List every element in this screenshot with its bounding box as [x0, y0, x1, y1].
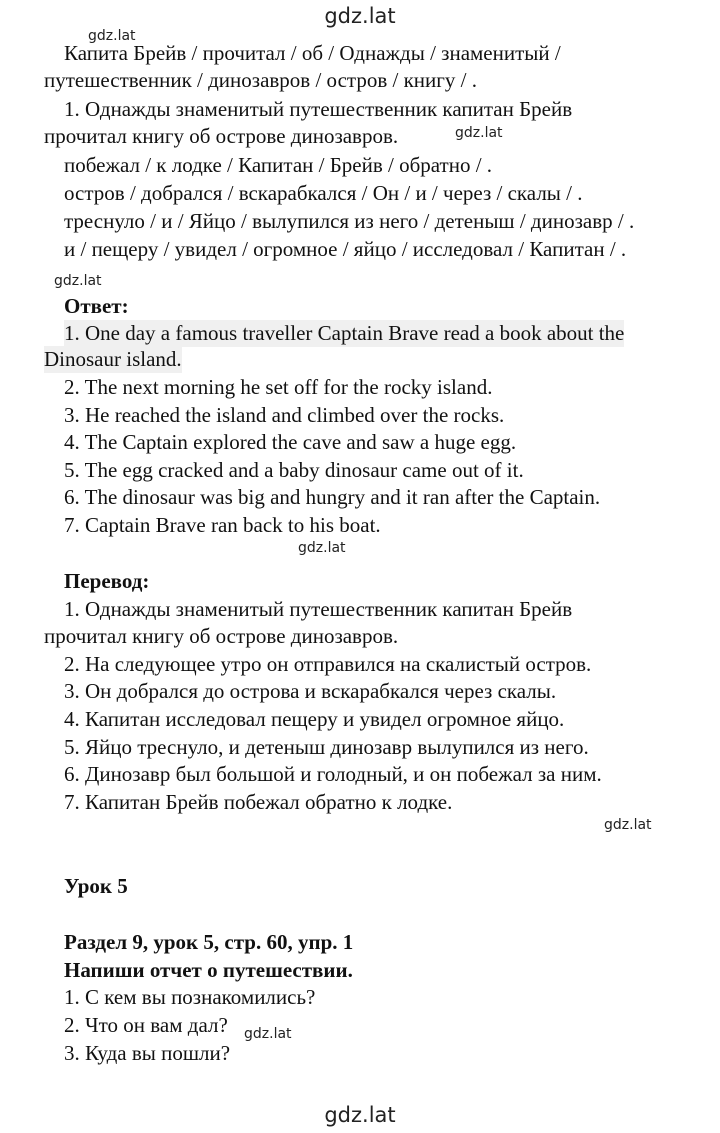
- scrambled-sentence-line: Капита Брейв / прочитал / об / Однажды / знаменитый /: [64, 41, 561, 65]
- translation-line: прочитал книгу об острове динозавров.: [44, 624, 399, 648]
- answer-line: 4. The Captain explored the cave and saw a huge egg.: [64, 430, 517, 454]
- scrambled-sentence-line: побежал / к лодке / Капитан / Брейв / обратно / .: [64, 153, 493, 177]
- scrambled-sentence-line: и / пещеру / увидел / огромное / яйцо / исследовал / Капитан / .: [64, 237, 627, 261]
- answer-line: 3. He reached the island and climbed over the rocks.: [64, 403, 505, 427]
- watermark: gdz.lat: [298, 540, 346, 556]
- answer-line: 1. One day a famous traveller Captain Brave read a book about the: [64, 321, 625, 345]
- translation-heading: Перевод:: [64, 569, 150, 593]
- translation-line: 5. Яйцо треснуло, и детеныш динозавр вылупился из него.: [64, 735, 589, 759]
- lesson-title: Урок 5: [64, 874, 128, 898]
- translation-line: 4. Капитан исследовал пещеру и увидел огромное яйцо.: [64, 707, 565, 731]
- question-line: 2. Что он вам дал?: [64, 1013, 228, 1037]
- translation-line: 1. Однажды знаменитый путешественник капитан Брейв: [64, 597, 573, 621]
- exercise-instruction: Напиши отчет о путешествии.: [64, 958, 353, 982]
- scrambled-sentence-line: остров / добрался / вскарабкался / Он / и / через / скалы / .: [64, 181, 583, 205]
- translation-line: 7. Капитан Брейв побежал обратно к лодке.: [64, 790, 453, 814]
- translation-line: 2. На следующее утро он отправился на скалистый остров.: [64, 652, 592, 676]
- sentence-line: прочитал книгу об острове динозавров.: [44, 124, 399, 148]
- watermark: gdz.lat: [455, 125, 503, 141]
- answer-line: 7. Captain Brave ran back to his boat.: [64, 513, 381, 537]
- answer-line: Dinosaur island.: [44, 347, 182, 371]
- watermark: gdz.lat: [88, 28, 136, 44]
- question-line: 1. С кем вы познакомились?: [64, 985, 316, 1009]
- answer-line: 5. The egg cracked and a baby dinosaur came out of it.: [64, 458, 524, 482]
- answer-line: 2. The next morning he set off for the rocky island.: [64, 375, 493, 399]
- watermark: gdz.lat: [324, 1103, 396, 1127]
- answer-line: 6. The dinosaur was big and hungry and it ran after the Captain.: [64, 485, 601, 509]
- translation-line: 3. Он добрался до острова и вскарабкался через скалы.: [64, 679, 557, 703]
- translation-line: 6. Динозавр был большой и голодный, и он побежал за ним.: [64, 762, 602, 786]
- watermark: gdz.lat: [244, 1026, 292, 1042]
- watermark: gdz.lat: [54, 273, 102, 289]
- question-line: 3. Куда вы пошли?: [64, 1041, 231, 1065]
- scrambled-sentence-line: треснуло / и / Яйцо / вылупился из него / детеныш / динозавр / .: [64, 209, 635, 233]
- sentence-line: 1. Однажды знаменитый путешественник капитан Брейв: [64, 97, 573, 121]
- exercise-section-heading: Раздел 9, урок 5, стр. 60, упр. 1: [64, 930, 354, 954]
- answer-heading: Ответ:: [64, 294, 129, 318]
- watermark: gdz.lat: [324, 4, 396, 28]
- watermark: gdz.lat: [604, 817, 652, 833]
- scrambled-sentence-line: путешественник / динозавров / остров / книгу / .: [44, 68, 477, 92]
